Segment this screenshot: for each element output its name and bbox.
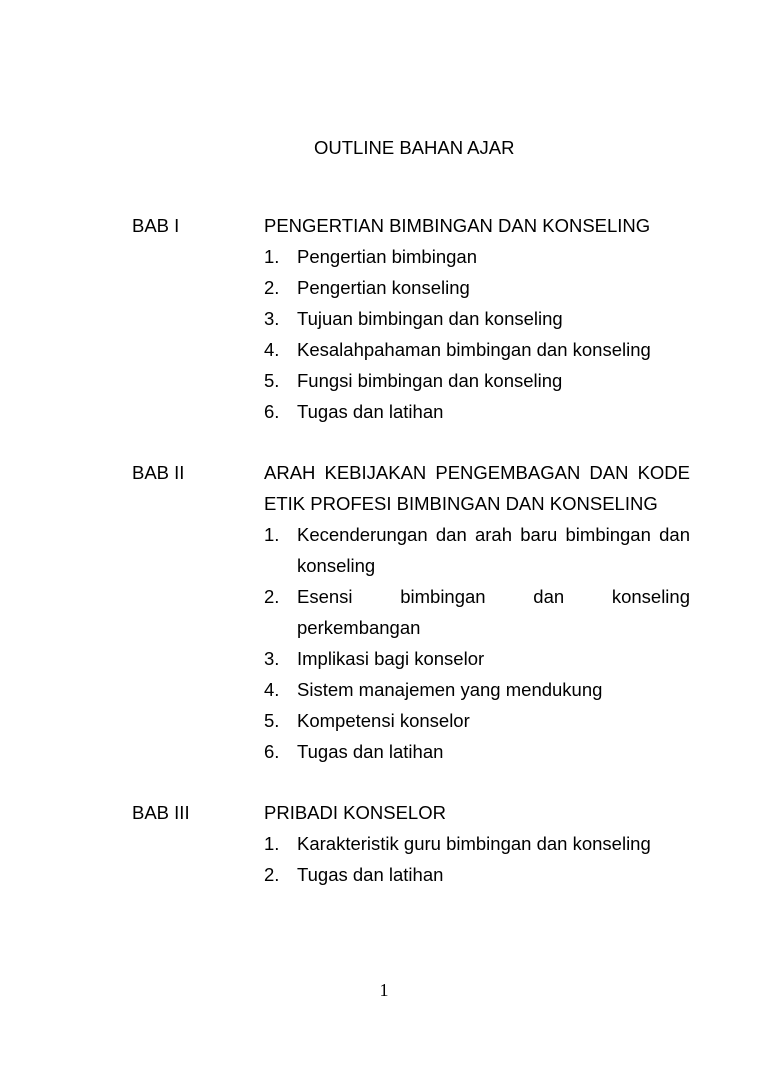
chapter-label: BAB III	[132, 802, 190, 823]
chapter-heading: ARAH KEBIJAKAN PENGEMBAGAN DAN KODE ETIK PROFESI BIMBINGAN DAN KONSELING	[264, 462, 690, 514]
item-number: 6.	[264, 401, 280, 422]
chapter-item-list	[264, 519, 690, 767]
item-text: Kesalahpahaman bimbingan dan konseling	[297, 339, 651, 360]
item-number: 6.	[264, 741, 280, 762]
chapter-heading: PENGERTIAN BIMBINGAN DAN KONSELING	[264, 215, 651, 236]
list-item	[264, 241, 690, 272]
item-text: Tujuan bimbingan dan konseling	[297, 308, 563, 329]
chapter-item-list	[264, 241, 690, 427]
chapter-label: BAB I	[132, 215, 180, 236]
item-text: Tugas dan latihan	[297, 741, 444, 762]
chapter-body	[264, 210, 690, 427]
list-item	[264, 519, 690, 581]
item-text: Esensi bimbingan dan konseling perkembangan	[297, 586, 690, 638]
list-item	[264, 736, 690, 767]
list-item	[264, 272, 690, 303]
list-item	[264, 828, 690, 859]
chapter-item-list	[264, 828, 690, 890]
list-item	[264, 859, 690, 890]
item-number: 5.	[264, 370, 280, 391]
item-text: Implikasi bagi konselor	[297, 648, 485, 669]
item-text: Tugas dan latihan	[297, 864, 444, 885]
item-number: 3.	[264, 648, 280, 669]
item-text: Pengertian konseling	[297, 277, 470, 298]
list-item	[264, 643, 690, 674]
list-item	[264, 674, 690, 705]
list-item	[264, 365, 690, 396]
chapter-label: BAB II	[132, 462, 185, 483]
list-item	[264, 334, 690, 365]
item-number: 4.	[264, 339, 280, 360]
list-item	[264, 396, 690, 427]
item-text: Kecenderungan dan arah baru bimbingan dan konseling	[297, 524, 690, 576]
chapter-heading: PRIBADI KONSELOR	[264, 802, 446, 823]
list-item	[264, 705, 690, 736]
chapter-body	[264, 457, 690, 767]
item-number: 3.	[264, 308, 280, 329]
chapter-bab-ii	[132, 457, 690, 767]
item-number: 2.	[264, 277, 280, 298]
chapter-body	[264, 797, 690, 890]
item-text: Fungsi bimbingan dan konseling	[297, 370, 563, 391]
chapter-bab-iii	[132, 797, 690, 890]
item-text: Kompetensi konselor	[297, 710, 470, 731]
item-number: 2.	[264, 864, 280, 885]
item-text: Karakteristik guru bimbingan dan konseling	[297, 833, 651, 854]
page-number: 1	[379, 980, 389, 1000]
page-title: OUTLINE BAHAN AJAR	[314, 137, 515, 158]
chapter-bab-i	[132, 210, 690, 427]
item-number: 2.	[264, 586, 280, 607]
item-number: 4.	[264, 679, 280, 700]
item-text: Sistem manajemen yang mendukung	[297, 679, 603, 700]
item-number: 1.	[264, 524, 280, 545]
list-item	[264, 581, 690, 643]
item-text: Pengertian bimbingan	[297, 246, 477, 267]
item-text: Tugas dan latihan	[297, 401, 444, 422]
list-item	[264, 303, 690, 334]
item-number: 5.	[264, 710, 280, 731]
item-number: 1.	[264, 246, 280, 267]
item-number: 1.	[264, 833, 280, 854]
